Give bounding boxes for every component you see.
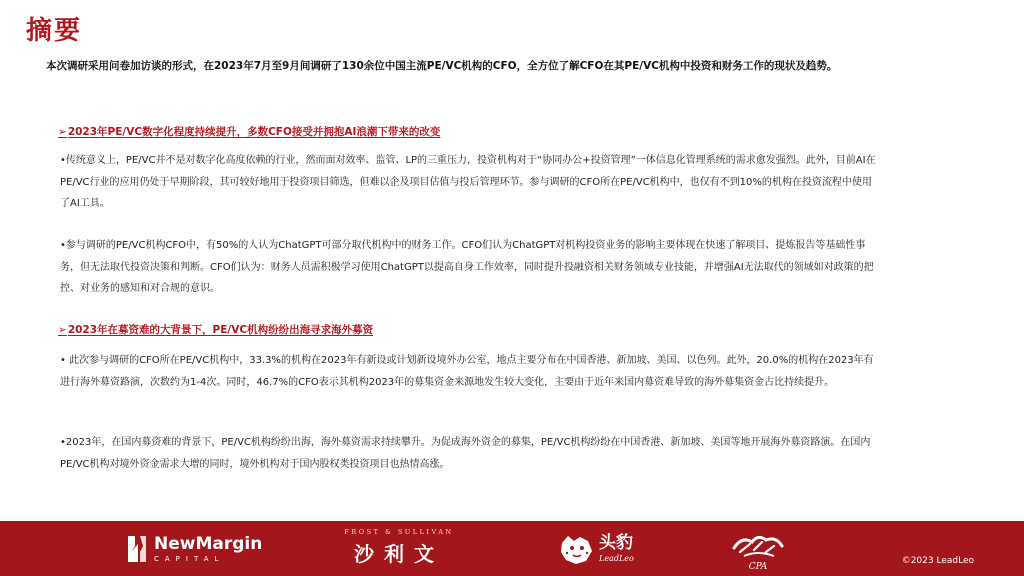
page-title: 摘要 <box>26 16 83 46</box>
bullet-paragraph: • 此次参与调研的CFO所在PE/VC机构中，33.3%的机构在2023年有新设或计划新设境外办公室，地点主要分布在中国香港、新加坡、美国、以色列。此外，20.0%的机构在2023年有进行海外募资路演，次数约为1-4次。同时，46.7%的CFO表示其机构2023年的募集资金来源地发生较大变化，主要由于近年来国内募资难导致的海外募集资金占比持续提升。 <box>60 355 874 388</box>
section-heading-text: 2023年在募资难的大背景下，PE/VC机构纷纷出海寻求海外募资 <box>67 324 374 336</box>
frost-sullivan-logo <box>334 528 464 567</box>
bullet-paragraph: •参与调研的PE/VC机构CFO中，有50%的人认为ChatGPT可部分取代机构中的财务工作。CFO们认为ChatGPT对机构投资业务的影响主要体现在快速了解项目、提炼报告等基础性事务，但无法取代投资决策和判断。CFO们认为：财务人员需积极学习使用ChatGPT以提高自身工作效率，同时提升投融资相关财务领域专业技能，并增强AI无法取代的领域如对政策的把控、对业务的感知和对合规的意识。 <box>60 240 874 294</box>
section-heading-text: 2023年PE/VC数字化程度持续提升，多数CFO接受并拥抱AI浪潮下带来的改变 <box>67 126 441 138</box>
intro-paragraph: 本次调研采用问卷加访谈的形式，在2023年7月至9月间调研了130余位中国主流PE/VC机构的CFO，全方位了解CFO在其PE/VC机构中投资和财务工作的现状及趋势。 <box>46 60 838 72</box>
cpa-text: CPA <box>748 562 768 572</box>
arrow-bullet-icon: ➢ <box>58 324 67 336</box>
cpa-logo <box>728 530 788 572</box>
newmargin-sub: CAPITAL <box>154 554 225 563</box>
arrow-bullet-icon: ➢ <box>58 126 67 138</box>
newmargin-mark-icon <box>126 534 148 564</box>
bullet-paragraph: •2023年，在国内募资难的背景下，PE/VC机构纷纷出海，海外募资需求持续攀升。为促成海外资金的募集，PE/VC机构纷纷在中国香港、新加坡、美国等地开展海外募资路演。在国内PE/VC机构对境外资金需求大增的同时，境外机构对于国内股权类投资项目也热情高涨。 <box>60 437 871 470</box>
frost-sullivan-cn: 沙利文 <box>354 542 444 566</box>
leopard-head-icon <box>558 533 594 565</box>
section-heading-overseas-fundraising <box>58 322 373 337</box>
newmargin-name: NewMargin <box>154 533 263 554</box>
leadleo-cn: 头豹 <box>599 533 633 553</box>
section-heading-digitalization <box>58 124 440 139</box>
frost-sullivan-en: FROST & SULLIVAN <box>344 528 454 536</box>
newmargin-logo <box>126 533 262 565</box>
leadleo-logo <box>558 533 634 565</box>
bullet-paragraph: •传统意义上，PE/VC并不是对数字化高度依赖的行业，然而面对效率、监管、LP的三重压力，投资机构对于“协同办公+投资管理”一体信息化管理系统的需求愈发强烈。此外，目前AI在PE/VC行业的应用仍处于早期阶段，其可较好地用于投资项目筛选，但难以企及项目估值与投后管理环节。参与调研的CFO所在PE/VC机构中，也仅有不到10%的机构在投资流程中使用了AI工具。 <box>60 155 876 209</box>
copyright-text: ©2023 LeadLeo <box>901 556 974 566</box>
leadleo-en: LeadLeo <box>599 554 634 563</box>
